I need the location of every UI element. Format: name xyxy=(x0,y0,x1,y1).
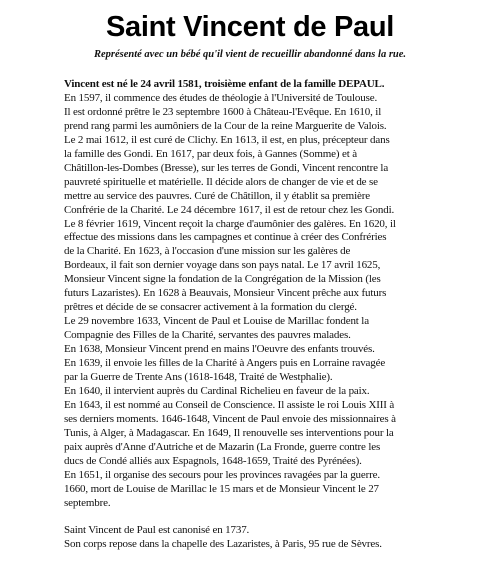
text-line: En 1643, il est nommé au Conseil de Conscience. Il assiste le roi Louis XIII à xyxy=(64,398,395,411)
page-title: Saint Vincent de Paul xyxy=(105,11,395,43)
text-line: ducs de Condé alliés aux Espagnols, 1648-1659, Traité des Pyrénées). xyxy=(64,454,362,467)
text-line: mettre au service des pauvres. Curé de Châtillon, il y établit sa première xyxy=(64,189,370,202)
paragraph-gap xyxy=(64,511,496,524)
text-line: 1660, mort de Louise de Marillac le 15 mars et de Monsieur Vincent le 27 xyxy=(64,482,379,495)
text-line: Châtillon-les-Dombes (Bresse), sur les terres de Gondi, Vincent rencontre la xyxy=(64,161,389,174)
text-line: prêtres et décide de se consacrer activement à la formation du clergé. xyxy=(64,301,357,314)
text-line: effectue des missions dans les campagnes et continue à créer des Confréries xyxy=(64,231,387,244)
text-line: En 1640, il intervient auprès du Cardinal Richelieu en faveur de la paix. xyxy=(64,384,370,397)
text-line: septembre. xyxy=(64,496,111,509)
text-line: En 1597, il commence des études de théologie à l'Université de Toulouse. xyxy=(64,91,378,104)
text-line: Son corps repose dans la chapelle des Lazaristes, à Paris, 95 rue de Sèvres. xyxy=(64,537,382,550)
text-line: par la Guerre de Trente Ans (1618-1648, Traité de Westphalie). xyxy=(64,371,333,384)
text-line: Monsieur Vincent signe la fondation de la Congrégation de la Mission (les xyxy=(64,273,381,286)
text-line: futurs Lazaristes). En 1628 à Beauvais, Monsieur Vincent prêche aux futurs xyxy=(64,287,387,300)
text-line: En 1639, il envoie les filles de la Charité à Angers puis en Lorraine ravagée xyxy=(64,357,386,370)
text-line: Bordeaux, il fait son dernier voyage dans son pays natal. Le 17 avril 1625, xyxy=(64,259,381,272)
text-line: Confrérie de la Charité. Le 24 décembre 1617, il est de retour chez les Gondi. xyxy=(64,203,395,216)
text-line: Le 8 février 1619, Vincent reçoit la charge d'aumônier des galères. En 1620, il xyxy=(64,217,396,230)
text-line: paix auprès d'Anne d'Autriche et de Mazarin (La Fronde, guerre contre les xyxy=(64,440,381,453)
text-line: la famille des Gondi. En 1617, par deux fois, à Gannes (Somme) et à xyxy=(64,147,357,160)
text-line: Le 2 mai 1612, il est curé de Clichy. En 1613, il est, en plus, précepteur dans xyxy=(64,133,390,146)
text-line: En 1638, Monsieur Vincent prend en mains l'Oeuvre des enfants trouvés. xyxy=(64,343,375,356)
text-line: de la Charité. En 1623, à l'occasion d'une mission sur les galères de xyxy=(64,245,351,258)
text-line: Le 29 novembre 1633, Vincent de Paul et Louise de Marillac fondent la xyxy=(64,315,369,328)
text-line: ses derniers moments. 1646-1648, Vincent de Paul envoie des missionnaires à xyxy=(64,412,396,425)
text-line: Il est ordonné prêtre le 23 septembre 1600 à Château-l'Evêque. En 1610, il xyxy=(64,105,382,118)
text-line: Tunis, à Alger, à Madagascar. En 1649, Il renouvelle ses interventions pour la xyxy=(64,426,394,439)
text-line: Saint Vincent de Paul est canonisé en 1737. xyxy=(64,523,250,536)
text-line: En 1651, il organise des secours pour les provinces ravagées par la guerre. xyxy=(64,468,380,481)
closing-paragraph xyxy=(64,524,496,552)
document-body xyxy=(64,78,496,551)
text-line: prend rang parmi les aumôniers de la Cour de la reine Marguerite de Valois. xyxy=(64,119,387,132)
biography-paragraph xyxy=(64,78,496,511)
text-line: Vincent est né le 24 avril 1581, troisième enfant de la famille DEPAUL. xyxy=(64,78,385,90)
page-subtitle: Représenté avec un bébé qu'il vient de recueillir abandonné dans la rue. xyxy=(93,49,407,60)
text-line: Compagnie des Filles de la Charité, servantes des pauvres malades. xyxy=(64,329,351,342)
text-line: pauvreté spirituelle et matérielle. Il décide alors de changer de vie et de se xyxy=(64,175,378,188)
